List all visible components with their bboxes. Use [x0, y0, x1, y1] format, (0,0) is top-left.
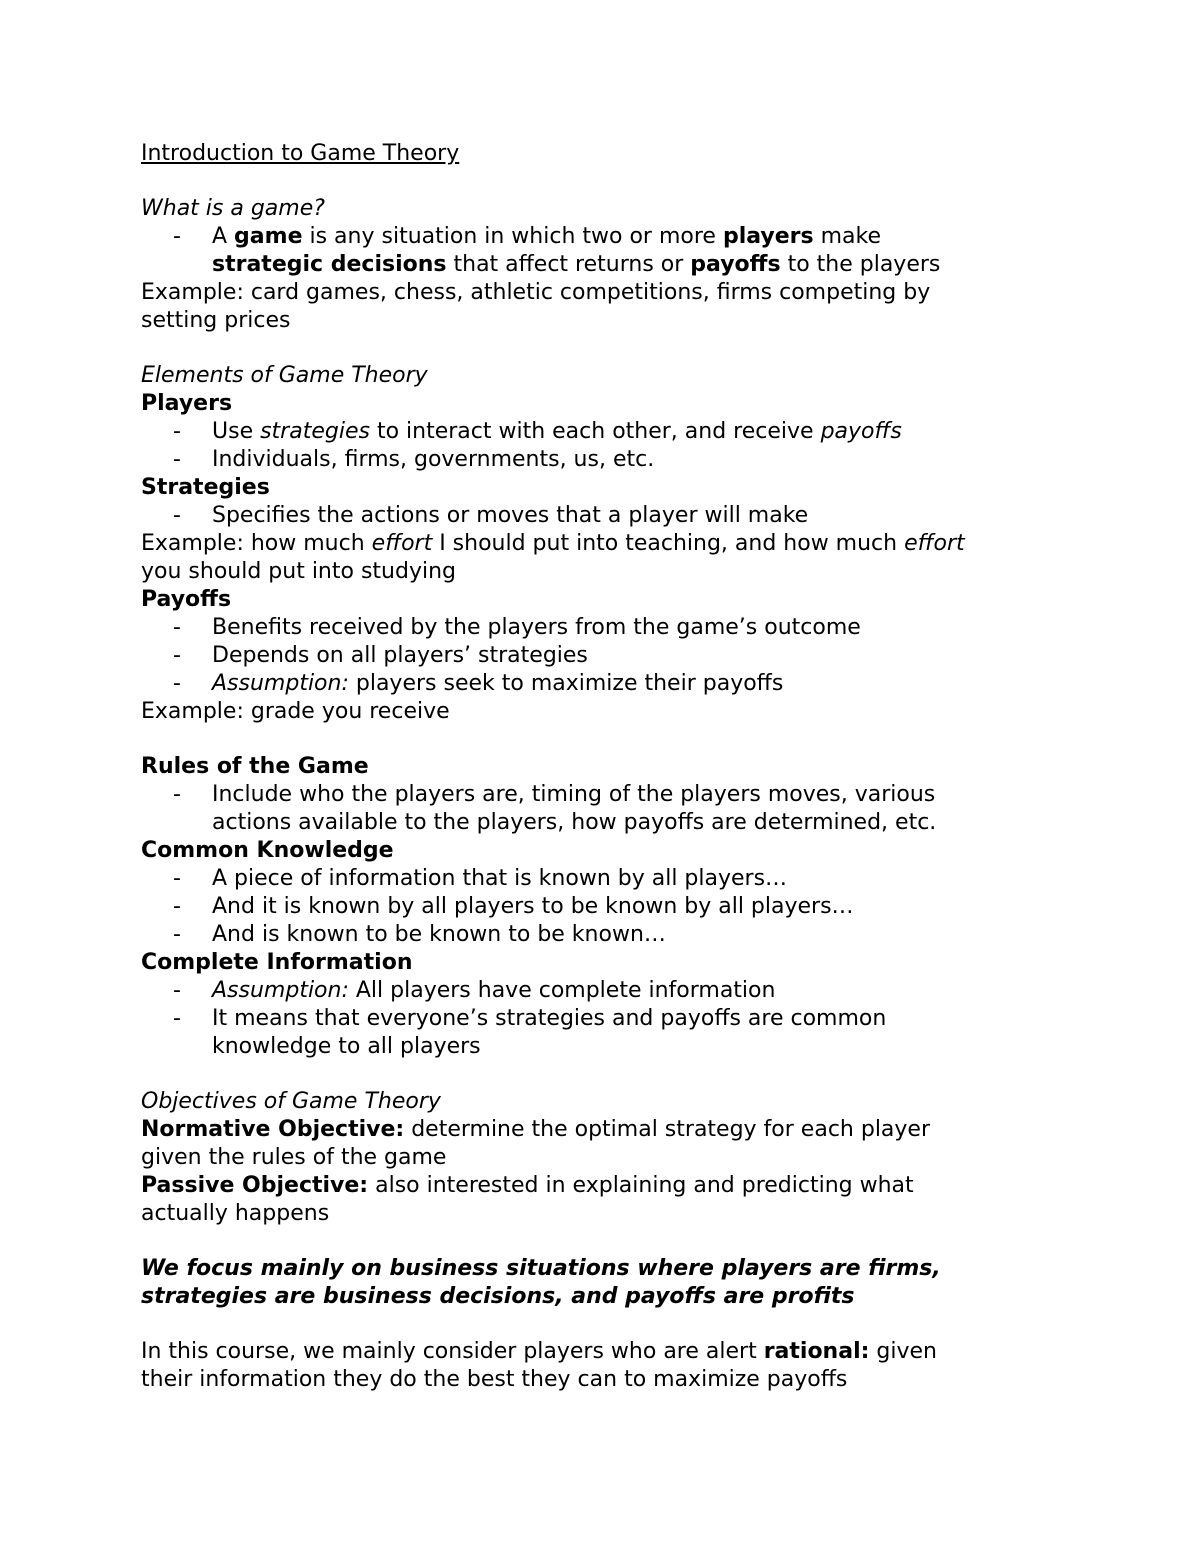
- course-statement-line2: their information they do the best they can to maximize payoffs: [141, 1367, 848, 1392]
- bullet-dash: -: [173, 922, 181, 947]
- example-games-line2: setting prices: [141, 308, 291, 333]
- bullet-players-1: - Use strategies to interact with each other, and receive payoffs: [173, 419, 902, 444]
- common-knowledge-heading: Common Knowledge: [141, 838, 394, 863]
- payoffs-heading: Payoffs: [141, 587, 232, 612]
- term-rational: rational:: [763, 1339, 870, 1364]
- spacer: [141, 726, 1041, 753]
- elements-heading: Elements of Game Theory: [141, 363, 428, 388]
- spacer: [141, 1061, 1041, 1088]
- bullet-dash: -: [173, 224, 181, 249]
- complete-information-heading: Complete Information: [141, 950, 413, 975]
- bullet-rules-1-cont: actions available to the players, how payoffs are determined, etc.: [212, 810, 937, 835]
- strategies-heading: Strategies: [141, 475, 270, 500]
- spacer: [141, 1228, 1041, 1255]
- bullet-dash: -: [173, 615, 181, 640]
- term-players: players: [722, 224, 814, 249]
- spacer: [141, 1311, 1041, 1338]
- term-payoffs: payoffs: [690, 252, 781, 277]
- document-title: Introduction to Game Theory: [141, 141, 460, 166]
- example-effort-line2: you should put into studying: [141, 559, 456, 584]
- passive-objective-line1: Passive Objective: also interested in explaining and predicting what: [141, 1173, 914, 1198]
- objectives-heading: Objectives of Game Theory: [141, 1089, 441, 1114]
- bullet-dash: -: [173, 782, 181, 807]
- spacer: [141, 335, 1041, 362]
- bullet-game-definition: - A game is any situation in which two or more players make: [173, 224, 882, 249]
- bullet-common-2: - And it is known by all players to be known by all players…: [173, 894, 854, 919]
- bullet-dash: -: [173, 447, 181, 472]
- normative-objective-line2: given the rules of the game: [141, 1145, 447, 1170]
- term-game: game: [234, 224, 303, 249]
- normative-objective-line1: Normative Objective: determine the optimal strategy for each player: [141, 1117, 931, 1142]
- bullet-dash: -: [173, 978, 181, 1003]
- bullet-common-3: - And is known to be known to be known…: [173, 922, 666, 947]
- bullet-game-definition-cont: strategic decisions that affect returns or payoffs to the players: [212, 252, 941, 277]
- bullet-dash: -: [173, 643, 181, 668]
- bullet-dash: -: [173, 503, 181, 528]
- focus-statement-line1: We focus mainly on business situations where players are firms,: [141, 1256, 941, 1281]
- bullet-rules-1: - Include who the players are, timing of the players moves, various: [173, 782, 936, 807]
- example-effort-line1: Example: how much effort I should put into teaching, and how much effort: [141, 531, 965, 556]
- bullet-complete-2: - It means that everyone’s strategies and payoffs are common: [173, 1006, 887, 1031]
- bullet-payoffs-3: - Assumption: players seek to maximize their payoffs: [173, 671, 784, 696]
- bullet-complete-2-cont: knowledge to all players: [212, 1034, 481, 1059]
- bullet-complete-1: - Assumption: All players have complete information: [173, 978, 776, 1003]
- bullet-players-2: - Individuals, firms, governments, us, etc.: [173, 447, 655, 472]
- what-is-heading: What is a game?: [141, 196, 325, 221]
- bullet-dash: -: [173, 894, 181, 919]
- course-statement-line1: In this course, we mainly consider players who are alert rational: given: [141, 1339, 937, 1364]
- term-strategic-decisions: strategic decisions: [212, 252, 447, 277]
- example-grade: Example: grade you receive: [141, 699, 450, 724]
- document-page: [141, 140, 1041, 1394]
- focus-statement-line2: strategies are business decisions, and payoffs are profits: [141, 1284, 855, 1309]
- bullet-dash: -: [173, 671, 181, 696]
- players-heading: Players: [141, 391, 233, 416]
- passive-objective-line2: actually happens: [141, 1201, 330, 1226]
- spacer: [141, 168, 1041, 195]
- bullet-dash: -: [173, 419, 181, 444]
- bullet-strategies-1: - Specifies the actions or moves that a player will make: [173, 503, 809, 528]
- bullet-common-1: - A piece of information that is known by all players…: [173, 866, 788, 891]
- bullet-payoffs-1: - Benefits received by the players from the game’s outcome: [173, 615, 861, 640]
- rules-heading: Rules of the Game: [141, 754, 369, 779]
- bullet-dash: -: [173, 866, 181, 891]
- example-games-line1: Example: card games, chess, athletic competitions, firms competing by: [141, 280, 931, 305]
- bullet-payoffs-2: - Depends on all players’ strategies: [173, 643, 588, 668]
- bullet-dash: -: [173, 1006, 181, 1031]
